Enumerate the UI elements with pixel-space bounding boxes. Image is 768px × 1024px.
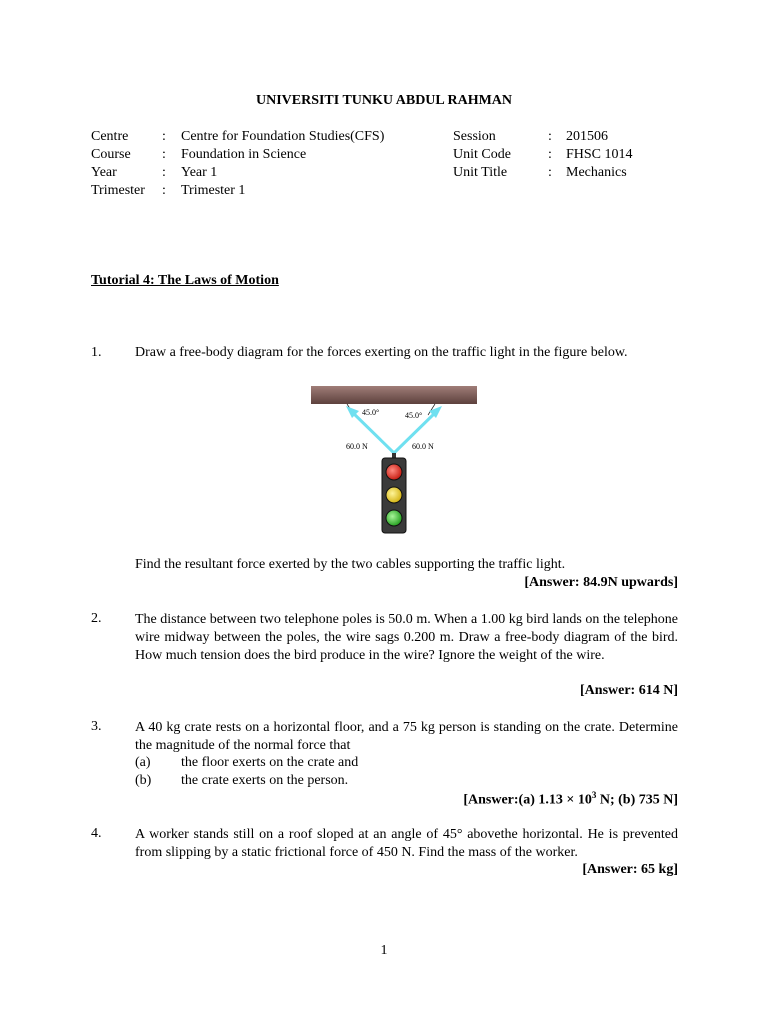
header-label-trimester: Trimester bbox=[91, 183, 145, 198]
question-3-part-a-text: the floor exerts on the crate and bbox=[181, 755, 359, 770]
tension-right-label: 60.0 N bbox=[412, 442, 434, 451]
traffic-light-figure bbox=[310, 385, 478, 535]
header-sep: : bbox=[548, 165, 552, 180]
question-1-answer: [Answer: 84.9N upwards] bbox=[524, 575, 678, 590]
ceiling-beam bbox=[311, 386, 477, 404]
question-2-text: The distance between two telephone poles is 50.0 m. When a 1.00 kg bird lands on the telephone wire midway between the poles, the wire sags 0.200 m. Draw a free-body diagram of the bird. How much tension does the bird produce in the wire? Ignore the weight of the wire. bbox=[135, 612, 678, 663]
question-3-part-b-label: (b) bbox=[135, 773, 152, 788]
header-label-course: Course bbox=[91, 147, 131, 162]
question-3-part-a-label: (a) bbox=[135, 755, 151, 770]
header-label-unit-code: Unit Code bbox=[453, 147, 511, 162]
header-label-year: Year bbox=[91, 165, 117, 180]
header-sep: : bbox=[162, 147, 166, 162]
university-title: UNIVERSITI TUNKU ABDUL RAHMAN bbox=[255, 93, 513, 108]
header-value-session: 201506 bbox=[566, 129, 608, 144]
red-light-icon bbox=[386, 464, 402, 480]
angle-left-label: 45.0° bbox=[362, 408, 380, 417]
green-light-icon bbox=[386, 510, 402, 526]
question-2-number: 2. bbox=[91, 611, 102, 626]
tutorial-title: Tutorial 4: The Laws of Motion bbox=[91, 273, 279, 288]
header-value-trimester: Trimester 1 bbox=[181, 183, 246, 198]
header-label-unit-title: Unit Title bbox=[453, 165, 508, 180]
header-value-course: Foundation in Science bbox=[181, 147, 307, 162]
question-3-answer: [Answer:(a) $1.13 \times 10^3$ N; (b) 735 N] bbox=[463, 790, 678, 808]
question-3-text: A 40 kg crate rests on a horizontal floor, and a 75 kg person is standing on the crate. Determine the magnitude of the normal force that bbox=[135, 720, 678, 753]
header-label-session: Session bbox=[453, 129, 496, 144]
question-1-text-2: Find the resultant force exerted by the two cables supporting the traffic light. bbox=[135, 557, 566, 572]
header-sep: : bbox=[548, 129, 552, 144]
header-value-centre: Centre for Foundation Studies(CFS) bbox=[181, 129, 385, 144]
question-1-text: Draw a free-body diagram for the forces exerting on the traffic light in the figure below. bbox=[135, 345, 628, 360]
yellow-light-icon bbox=[386, 487, 402, 503]
page-number: 1 bbox=[380, 943, 388, 958]
question-4-answer: [Answer: 65 kg] bbox=[582, 862, 678, 877]
header-value-year: Year 1 bbox=[181, 165, 218, 180]
question-1-number: 1. bbox=[91, 345, 102, 360]
angle-right-label: 45.0° bbox=[405, 411, 423, 420]
question-3-number: 3. bbox=[91, 719, 102, 734]
header-value-unit-title: Mechanics bbox=[566, 165, 627, 180]
tension-left-label: 60.0 N bbox=[346, 442, 368, 451]
header-value-unit-code: FHSC 1014 bbox=[566, 147, 633, 162]
header-label-centre: Centre bbox=[91, 129, 129, 144]
header-sep: : bbox=[548, 147, 552, 162]
header-sep: : bbox=[162, 129, 166, 144]
header-sep: : bbox=[162, 183, 166, 198]
header-sep: : bbox=[162, 165, 166, 180]
question-4-number: 4. bbox=[91, 826, 102, 841]
question-3-part-b-text: the crate exerts on the person. bbox=[181, 773, 349, 788]
question-4-text: A worker stands still on a roof sloped at an angle of 45° abovethe horizontal. He is prevented from slipping by a static frictional force of 450 N. Find the mass of the worker. bbox=[135, 827, 678, 860]
question-2-answer: [Answer: 614 N] bbox=[580, 683, 678, 698]
